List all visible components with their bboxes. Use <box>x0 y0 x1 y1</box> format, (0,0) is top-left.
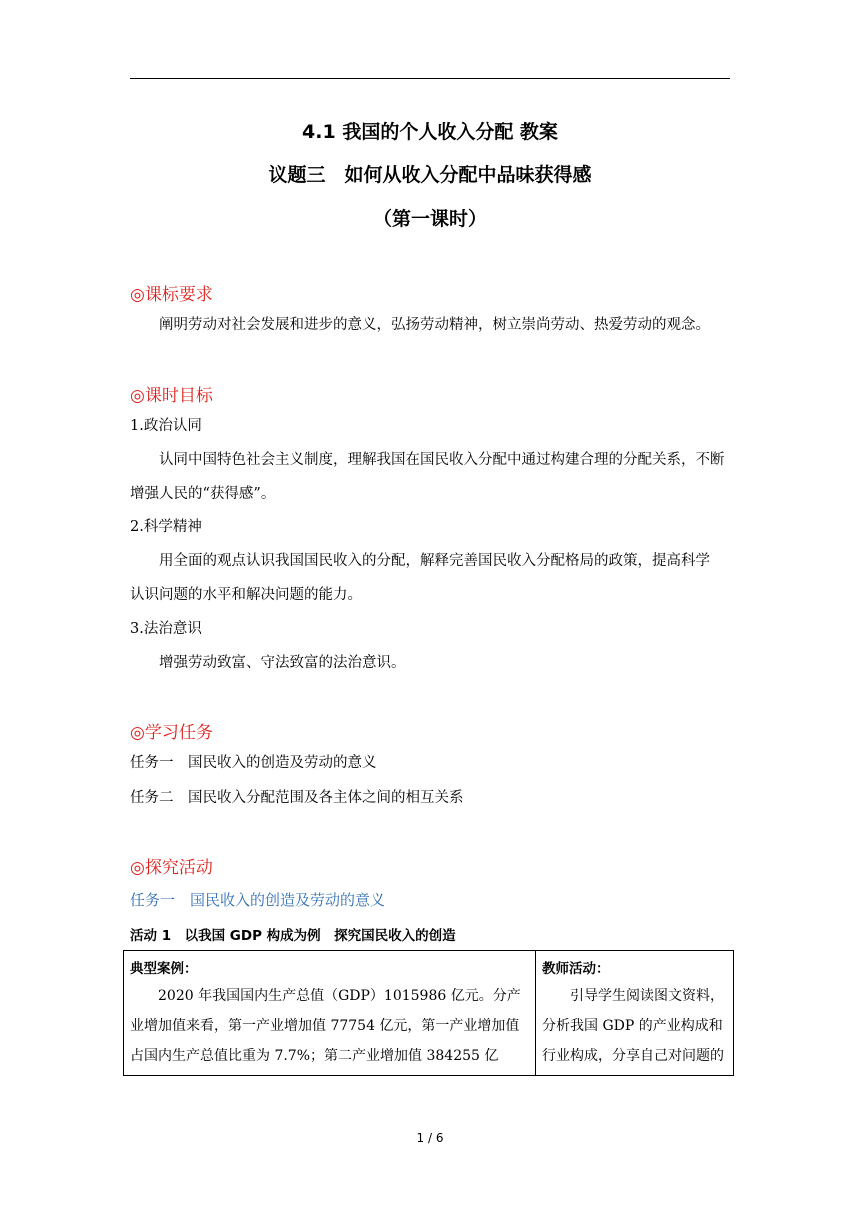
goal-title: 1.政治认同 <box>130 418 202 434</box>
doc-subtitle: 议题三 如何从收入分配中品味获得感 <box>268 164 592 186</box>
case-body: 2020 年我国国内生产总值（GDP）1015986 亿元。分产业增加值来看，第一产业增加值 77754 亿元，第一产业增加值占国内生产总值比重为 7.7%；第二产业增加值 384255 亿 <box>130 988 521 1064</box>
goal-text: 用全面的观点认识我国国民收入的分配，解释完善国民收入分配格局的政策，提高科学 <box>159 553 710 569</box>
teacher-cell <box>536 951 734 1076</box>
activity-table <box>123 950 734 1076</box>
section-curriculum-heading: ◎课标要求 <box>130 285 213 305</box>
doc-lesson: （第一课时） <box>372 208 487 230</box>
task-item: 任务一 国民收入的创造及劳动的意义 <box>130 755 377 771</box>
page-number: 1 / 6 <box>416 1131 444 1145</box>
task-item: 任务二 国民收入分配范围及各主体之间的相互关系 <box>130 790 464 806</box>
doc-title: 4.1 我国的个人收入分配 教案 <box>302 121 558 143</box>
case-heading: 典型案例： <box>130 961 198 977</box>
case-cell <box>124 951 536 1076</box>
section-goals-heading: ◎课时目标 <box>130 386 213 406</box>
teacher-heading: 教师活动： <box>542 961 610 977</box>
section-inquiry-heading: ◎探究活动 <box>130 858 213 878</box>
teacher-body: 引导学生阅读图文资料，分析我国 GDP 的产业构成和行业构成，分享自己对问题的 <box>542 988 724 1064</box>
goal-title: 2.科学精神 <box>130 519 202 535</box>
activity-title: 活动 1 以我国 GDP 构成为例 探究国民收入的创造 <box>130 928 456 944</box>
section-tasks-heading: ◎学习任务 <box>130 723 213 743</box>
goal-text: 认同中国特色社会主义制度，理解我国在国民收入分配中通过构建合理的分配关系，不断 <box>159 452 725 468</box>
goal-text: 增强人民的“获得感”。 <box>130 486 276 502</box>
curriculum-body: 阐明劳动对社会发展和进步的意义，弘扬劳动精神，树立崇尚劳动、热爱劳动的观念。 <box>159 317 710 333</box>
header-rule <box>130 78 730 79</box>
goal-text: 认识问题的水平和解决问题的能力。 <box>130 587 362 603</box>
inquiry-task-title: 任务一 国民收入的创造及劳动的意义 <box>130 891 386 909</box>
goal-text: 增强劳动致富、守法致富的法治意识。 <box>159 655 406 671</box>
goal-title: 3.法治意识 <box>130 621 202 637</box>
